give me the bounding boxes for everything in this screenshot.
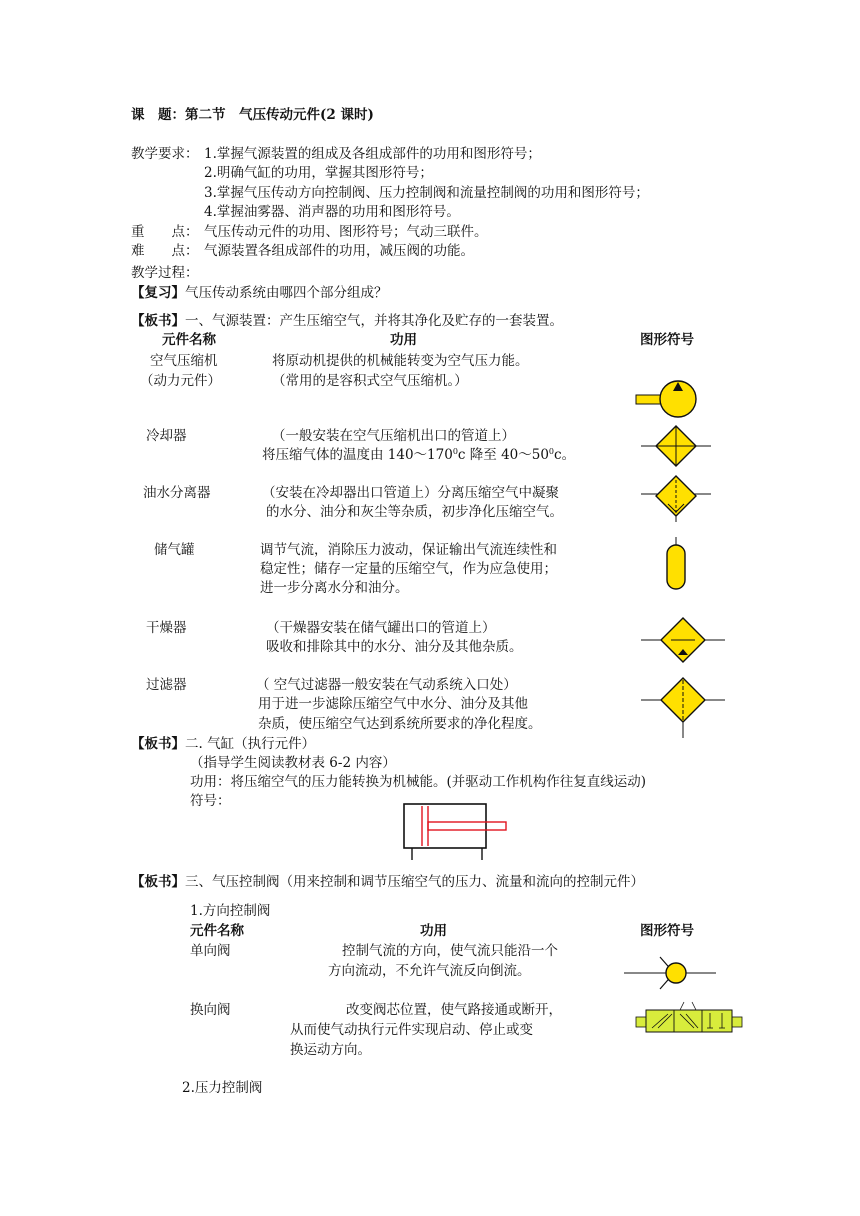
component-func: 调节气流，消除压力波动，保证输出气流连续性和	[260, 542, 557, 558]
component-func: 方向流动，不允许气流反向倒流。	[328, 963, 531, 979]
component-func: 改变阀芯位置，使气路接通或断开，	[346, 1002, 562, 1018]
section1-heading	[131, 313, 563, 329]
component-func: （一般安装在空气压缩机出口的管道上）	[272, 428, 515, 444]
component-name: 换向阀	[190, 1002, 231, 1018]
component-func: 杂质，使压缩空气达到系统所要求的净化程度。	[258, 716, 542, 732]
component-func: 稳定性；储存一定量的压缩空气，作为应急使用；	[260, 561, 557, 577]
temp-text-b: c 降至 40～50	[457, 447, 549, 463]
component-func: （安装在冷却器出口管道上）分离压缩空气中凝聚	[262, 485, 559, 501]
difficulties-label: 难 点：	[131, 243, 199, 259]
component-name: 冷却器	[146, 428, 187, 444]
component-name: 油水分离器	[143, 485, 211, 501]
section2-heading	[131, 736, 315, 752]
component-func: 换运动方向。	[290, 1042, 371, 1058]
component-func: 从而使气动执行元件实现启动、停止或变	[290, 1022, 533, 1038]
col-func-header: 功用	[420, 923, 447, 939]
review-text: 气压传动系统由哪四个部分组成？	[185, 285, 388, 301]
review-line	[131, 285, 388, 301]
col-symbol-header: 图形符号	[640, 923, 694, 939]
component-func: 的水分、油分和灰尘等杂质，初步净化压缩空气。	[266, 504, 563, 520]
process-label: 教学过程：	[131, 265, 199, 281]
section3-heading-text: 三、气压控制阀（用来控制和调节压缩空气的压力、流量和流向的控制元件）	[185, 874, 644, 890]
col-name-header: 元件名称	[162, 332, 216, 348]
component-func: （常用的是容积式空气压缩机。）	[272, 373, 468, 389]
filter-icon	[641, 676, 725, 740]
temp-text-a: 将压缩气体的温度由 140～170	[262, 447, 453, 463]
component-func: 控制气流的方向，使气流只能沿一个	[342, 943, 558, 959]
section2-heading-text: 二. 气缸（执行元件）	[185, 736, 316, 752]
requirements-label: 教学要求：	[131, 146, 199, 162]
subsection-title: 1.方向控制阀	[190, 903, 271, 919]
section2-tag: 【板书】	[131, 736, 185, 752]
air-tank-icon	[664, 537, 688, 595]
requirement-item: 4.掌握油雾器、消声器的功用和图形符号。	[204, 204, 460, 220]
col-func-header: 功用	[390, 332, 417, 348]
component-name: 储气罐	[154, 542, 195, 558]
dryer-icon	[641, 616, 725, 664]
key-points-text: 气压传动元件的功用、图形符号；气动三联件。	[204, 224, 488, 240]
section2-line: 功用：将压缩空气的压力能转换为机械能。(并驱动工作机构作往复直线运动)	[190, 774, 647, 790]
temp-text-c: c。	[554, 447, 576, 463]
section2-line: （指导学生阅读教材表 6-2 内容）	[190, 755, 396, 771]
section2-line: 符号：	[190, 793, 231, 809]
component-name: 单向阀	[190, 943, 231, 959]
component-func	[262, 447, 575, 463]
key-points-label: 重 点：	[131, 224, 199, 240]
directional-valve-icon	[636, 1000, 744, 1034]
component-name: 干燥器	[146, 620, 187, 636]
component-func: （ 空气过滤器一般安装在气动系统入口处）	[256, 677, 517, 693]
section1-heading-text: 一、气源装置：产生压缩空气，并将其净化及贮存的一套装置。	[185, 313, 563, 329]
subsection-title: 2.压力控制阀	[182, 1080, 263, 1096]
section3-tag: 【板书】	[131, 874, 185, 890]
component-func: 进一步分离水分和油分。	[260, 580, 409, 596]
component-name-sub: （动力元件）	[140, 373, 221, 389]
cooler-icon	[641, 424, 711, 468]
check-valve-icon	[624, 952, 716, 994]
compressor-icon	[634, 378, 704, 422]
component-name: 过滤器	[146, 677, 187, 693]
oil-water-separator-icon	[641, 474, 711, 524]
section1-tag: 【板书】	[131, 313, 185, 329]
requirement-item: 2.明确气缸的功用，掌握其图形符号；	[204, 165, 433, 181]
component-func: 用于进一步滤除压缩空气中水分、油分及其他	[258, 696, 528, 712]
col-name-header: 元件名称	[190, 923, 244, 939]
requirement-item: 1.掌握气源装置的组成及各组成部件的功用和图形符号；	[204, 146, 541, 162]
degree-sup: 0	[548, 447, 555, 456]
review-tag: 【复习】	[131, 285, 185, 301]
title-label: 课 题：	[131, 107, 185, 123]
section3-heading	[131, 874, 644, 890]
difficulties-text: 气源装置各组成部件的功用，减压阀的功能。	[204, 243, 474, 259]
component-func: （干燥器安装在储气罐出口的管道上）	[266, 620, 496, 636]
col-symbol-header: 图形符号	[640, 332, 694, 348]
component-name: 空气压缩机	[150, 353, 218, 369]
requirement-item: 3.掌握气压传动方向控制阀、压力控制阀和流量控制阀的功用和图形符号；	[204, 185, 649, 201]
degree-sup: 0	[452, 447, 458, 456]
lesson-title	[131, 107, 374, 123]
cylinder-icon	[400, 800, 510, 862]
component-func: 吸收和排除其中的水分、油分及其他杂质。	[266, 639, 523, 655]
title-text: 第二节 气压传动元件(2 课时)	[185, 107, 374, 123]
component-func: 将原动机提供的机械能转变为空气压力能。	[272, 353, 529, 369]
